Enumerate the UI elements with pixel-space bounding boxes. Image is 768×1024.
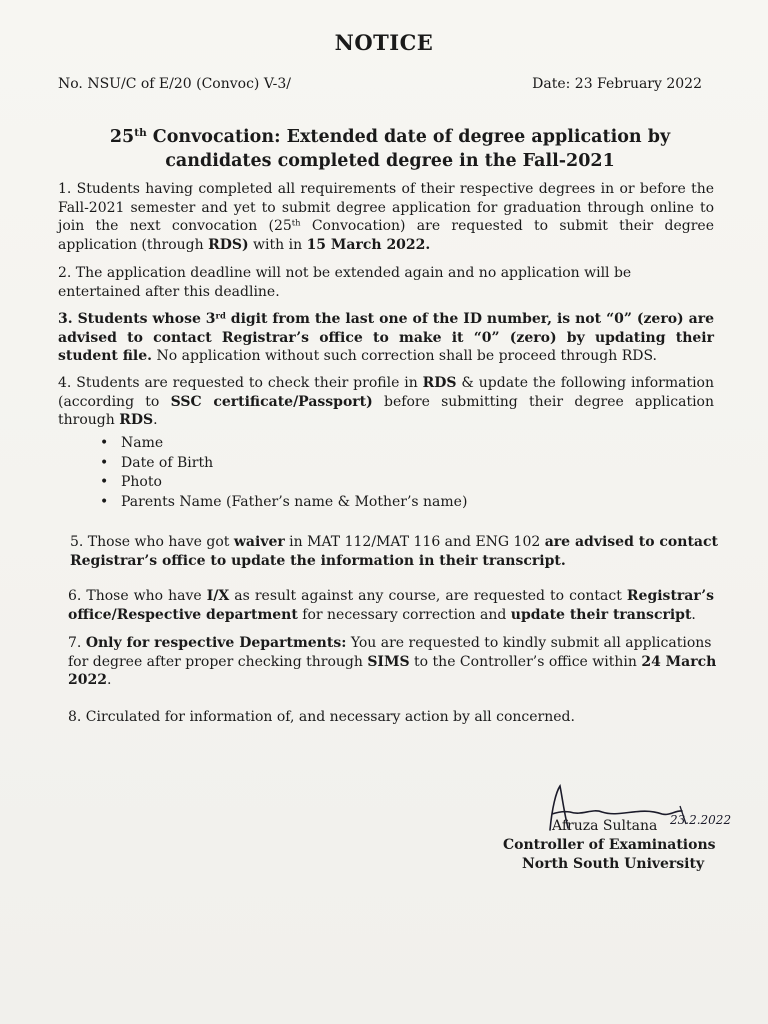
subject-line-1-text: Convocation: Extended date of degree application by [146,127,671,147]
notice-subject [40,125,740,173]
p6-registrar-office: Registrar’s office/Respective department [68,588,714,623]
p1-text-b: Convocation) are requested to submit their degree application (through [58,218,714,253]
list-item: • Parents Name (Father’s name & Mother’s name) [100,493,467,513]
subject-ordinal-suffix: th [134,127,147,140]
list-item: • Name [100,434,467,454]
p7-deadline: 24 March 2022 [68,653,717,688]
p6-text-c: as result against any course, are requested to contact [229,588,627,604]
p4-ssc-passport: SSC certificate/Passport) [170,393,373,410]
subject-line-2: candidates completed degree in the Fall-2021 [165,151,615,171]
handwritten-date: 23.2.2022 [670,813,732,827]
notice-date: Date: 23 February 2022 [532,76,702,92]
p6-update-transcript: update their transcript [510,606,692,623]
p4-rds-1: RDS [422,375,457,391]
p6-text-e: for necessary correction and [297,606,511,623]
p6-ix: I/X [206,588,230,604]
p1-deadline: 15 March 2022. [306,236,431,253]
profile-fields-list [100,434,467,512]
p4-text-c: & update the following information (according to [58,375,714,410]
p4-text-a: 4. Students are requested to check their profile in [58,375,423,391]
signatory-name: Afruza Sultana [552,818,658,834]
p7-text-e: to the Controller’s office within [409,653,642,670]
list-item: • Date of Birth [100,454,467,474]
p5-waiver: waiver [233,534,285,550]
p1-text-a: 1. Students having completed all requirements of their respective degrees in or before the Fall-2021 semester and yet to submit degree application for graduation through online to join the next convocation (25 [58,181,714,234]
p4-text-e: before submitting their degree application through [58,393,715,428]
p3-sup: rd [215,310,226,321]
p3-text-b: digit from the last one of the ID number, is not “0” (zero) are advised to contact Registrar’s office to make it “0” (zero) by updating their student file. [58,311,714,364]
reference-number: No. NSU/C of E/20 (Convoc) V-3/ [58,76,292,92]
p7-text-c: You are requested to kindly submit all applications for degree after proper checking through [68,635,712,670]
paragraph-1 [58,180,714,254]
p3-text-c: No application without such correction shall be proceed through RDS. [152,348,658,364]
list-item: • Photo [100,473,467,493]
paragraph-4 [58,374,714,430]
p1-text-d: with in [248,236,307,253]
paragraph-3 [58,310,714,366]
p7-text-g: . [106,672,112,688]
paragraph-6 [68,587,714,624]
signatory-designation: Controller of Examinations [503,837,716,853]
p6-text-g: . [691,606,696,623]
paragraph-5 [70,533,720,570]
p4-text-g: . [153,412,158,428]
p7-departments: Only for respective Departments: [85,635,347,651]
p7-sims: SIMS [367,653,410,670]
p1-sup: th [291,217,301,228]
p4-rds-2: RDS [119,412,154,428]
p7-text-a: 7. [68,635,86,651]
p5-text-c: in MAT 112/MAT 116 and ENG 102 [284,534,545,550]
p3-text-a: 3. Students whose 3 [58,311,216,327]
subject-line-1 [40,125,740,149]
paragraph-7 [68,634,718,690]
paragraph-2: 2. The application deadline will not be extended again and no application will be entertained after this deadline. [58,265,632,300]
notice-title: NOTICE [334,30,434,55]
signatory-organization: North South University [522,856,705,872]
subject-ordinal-number: 25 [109,127,135,147]
p5-text-d: are advised to contact Registrar’s office to update the information in their transcript. [70,534,718,569]
p1-rds: RDS) [208,236,249,253]
p5-text-a: 5. Those who have got [70,534,234,550]
p6-text-a: 6. Those who have [68,588,207,604]
paragraph-8: 8. Circulated for information of, and necessary action by all concerned. [68,709,575,725]
